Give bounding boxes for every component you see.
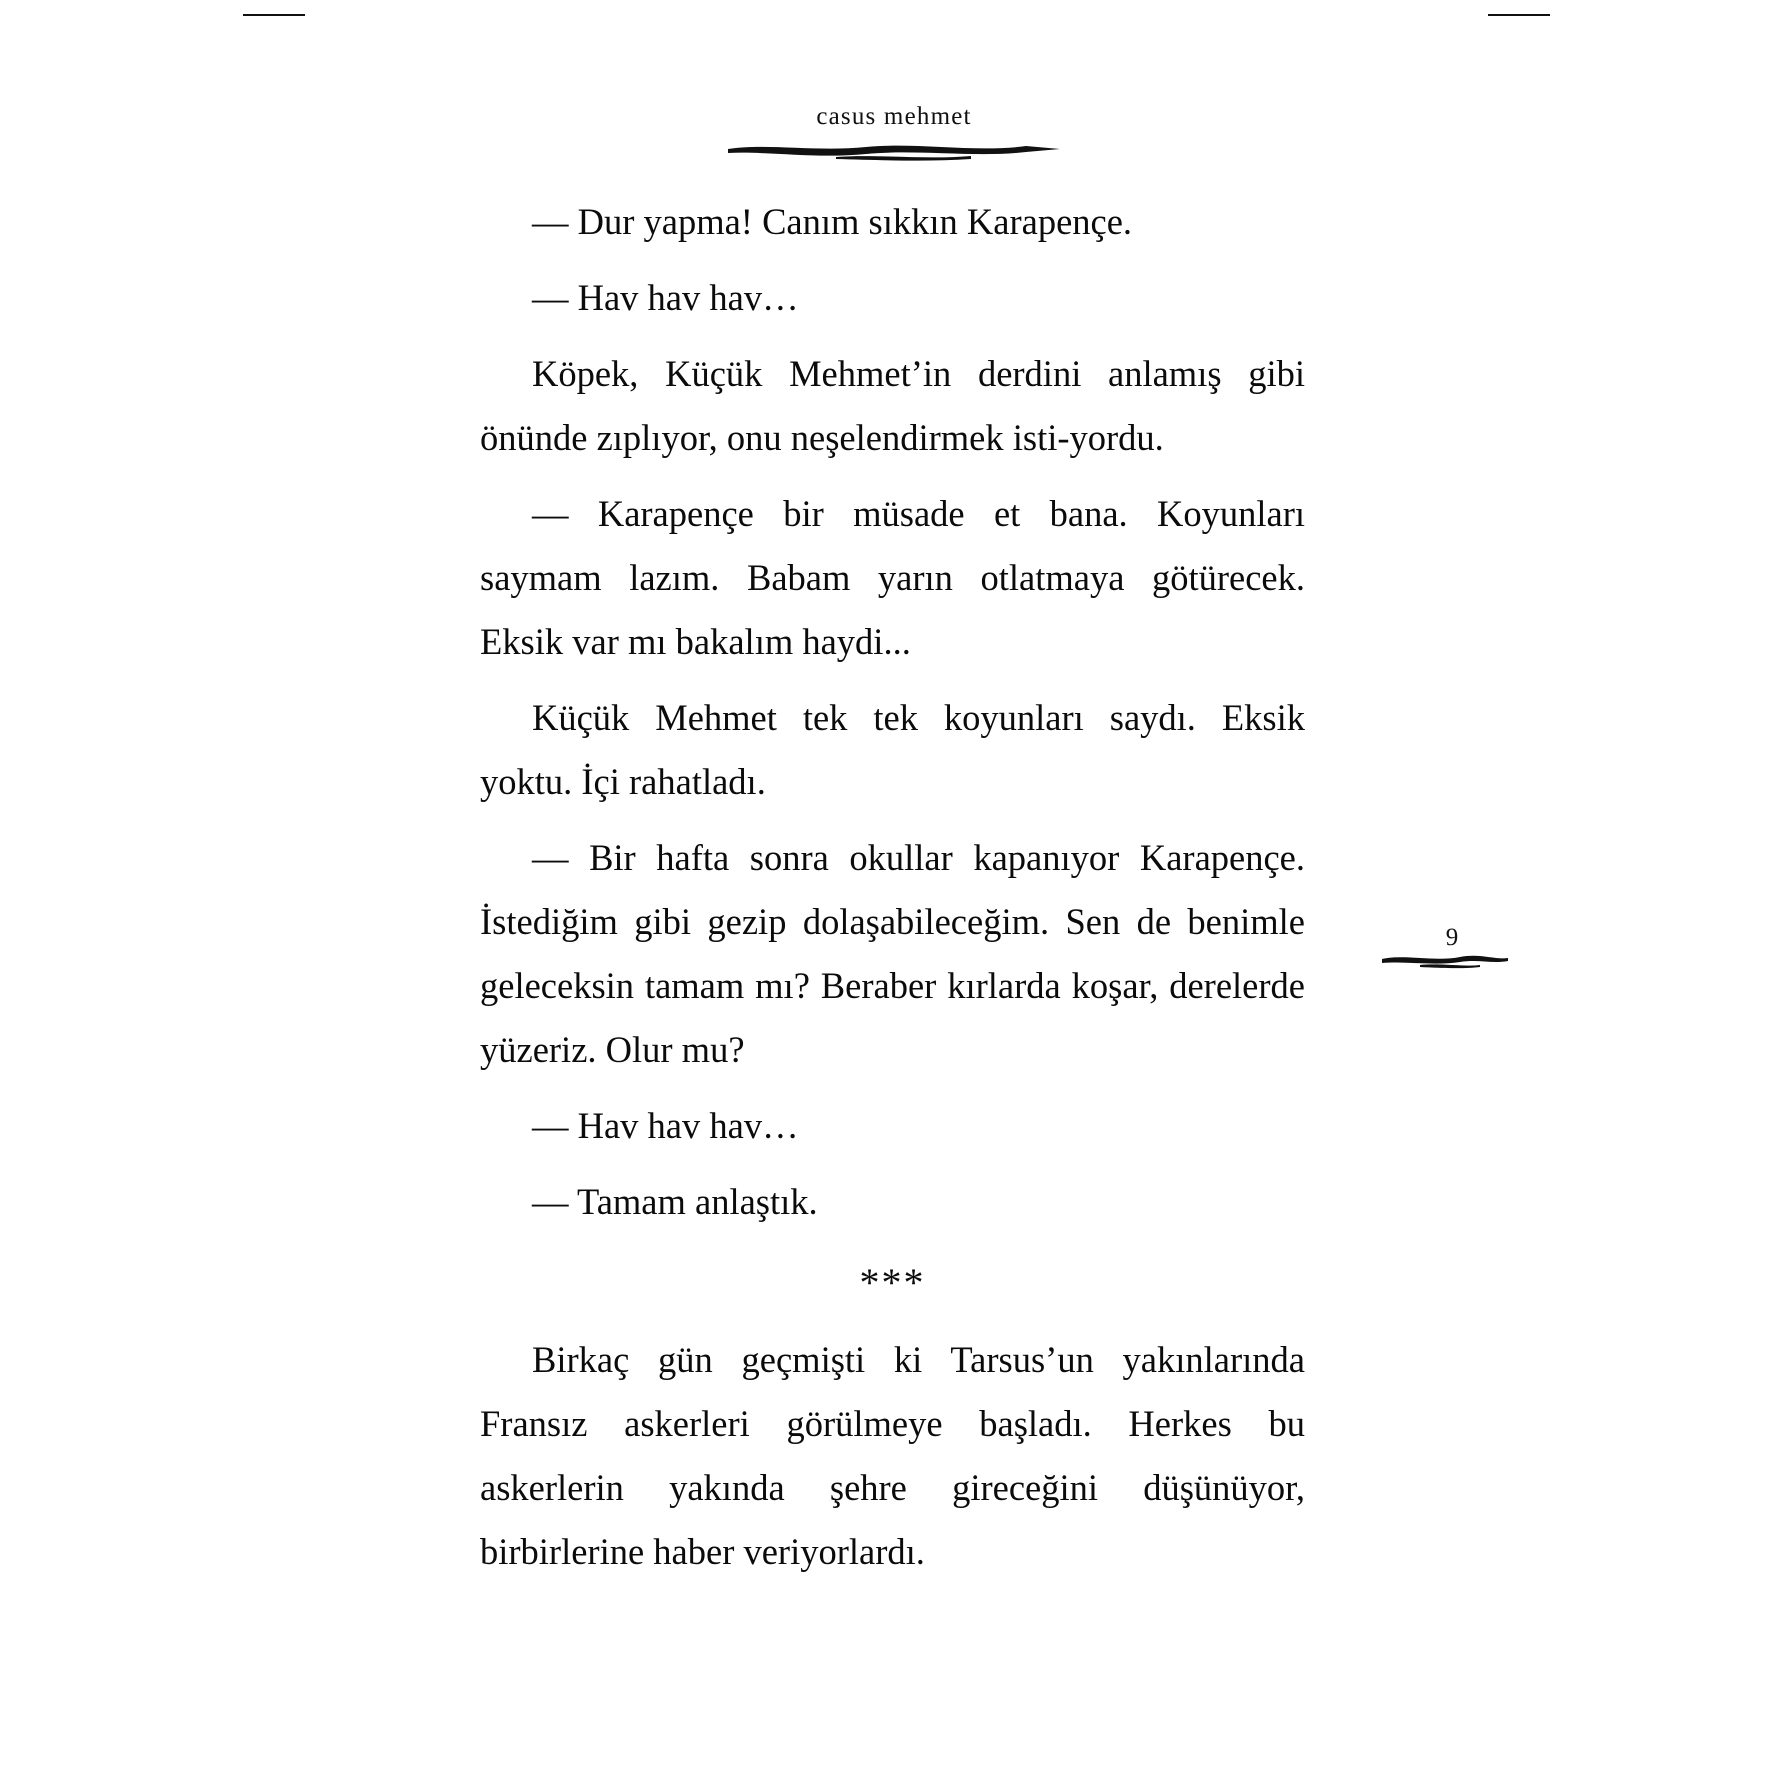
crop-mark-top-left [243,14,305,16]
running-head-text: casus mehmet [816,103,972,130]
paragraph: — Bir hafta sonra okullar kapanıyor Karapençe. İstediğim gibi gezip dolaşabileceğim. Sen de benimle geleceksin tamam mı? Beraber kırlarda koşar, derelerde yüzeriz. Olur mu? [480,837,1305,1070]
crop-mark-top-right [1488,14,1550,16]
paragraph: — Karapençe bir müsade et bana. Koyunları saymam lazım. Babam yarın otlatmaya götürecek. Eksik var mı bakalım haydi... [480,493,1305,662]
text-block [480,190,1305,1592]
paragraph: — Hav hav hav… [532,277,799,318]
folio-brush-rule-icon [1380,952,1510,970]
scene-divider: *** [859,1260,926,1305]
paragraph: Birkaç gün geçmişti ki Tarsus’un yakınlarında Fransız askerleri görülmeye başladı. Herkes bu askerlerin yakında şehre gireceğini düşünüyor, birbirlerine haber veriyorlardı. [480,1339,1305,1572]
paragraph: — Tamam anlaştık. [532,1181,818,1222]
paragraph: — Dur yapma! Canım sıkkın Karapençe. [532,201,1133,242]
paragraph: — Hav hav hav… [532,1105,799,1146]
running-head [0,104,1788,129]
folio [1392,925,1512,950]
page-number: 9 [1445,924,1459,951]
paragraph: Küçük Mehmet tek tek koyunları saydı. Eksik yoktu. İçi rahatladı. [480,697,1305,802]
paragraph: Köpek, Küçük Mehmet’in derdini anlamış gibi önünde zıplıyor, onu neşelendirmek isti-yordu. [480,353,1305,458]
head-brush-rule-icon [726,140,1062,162]
